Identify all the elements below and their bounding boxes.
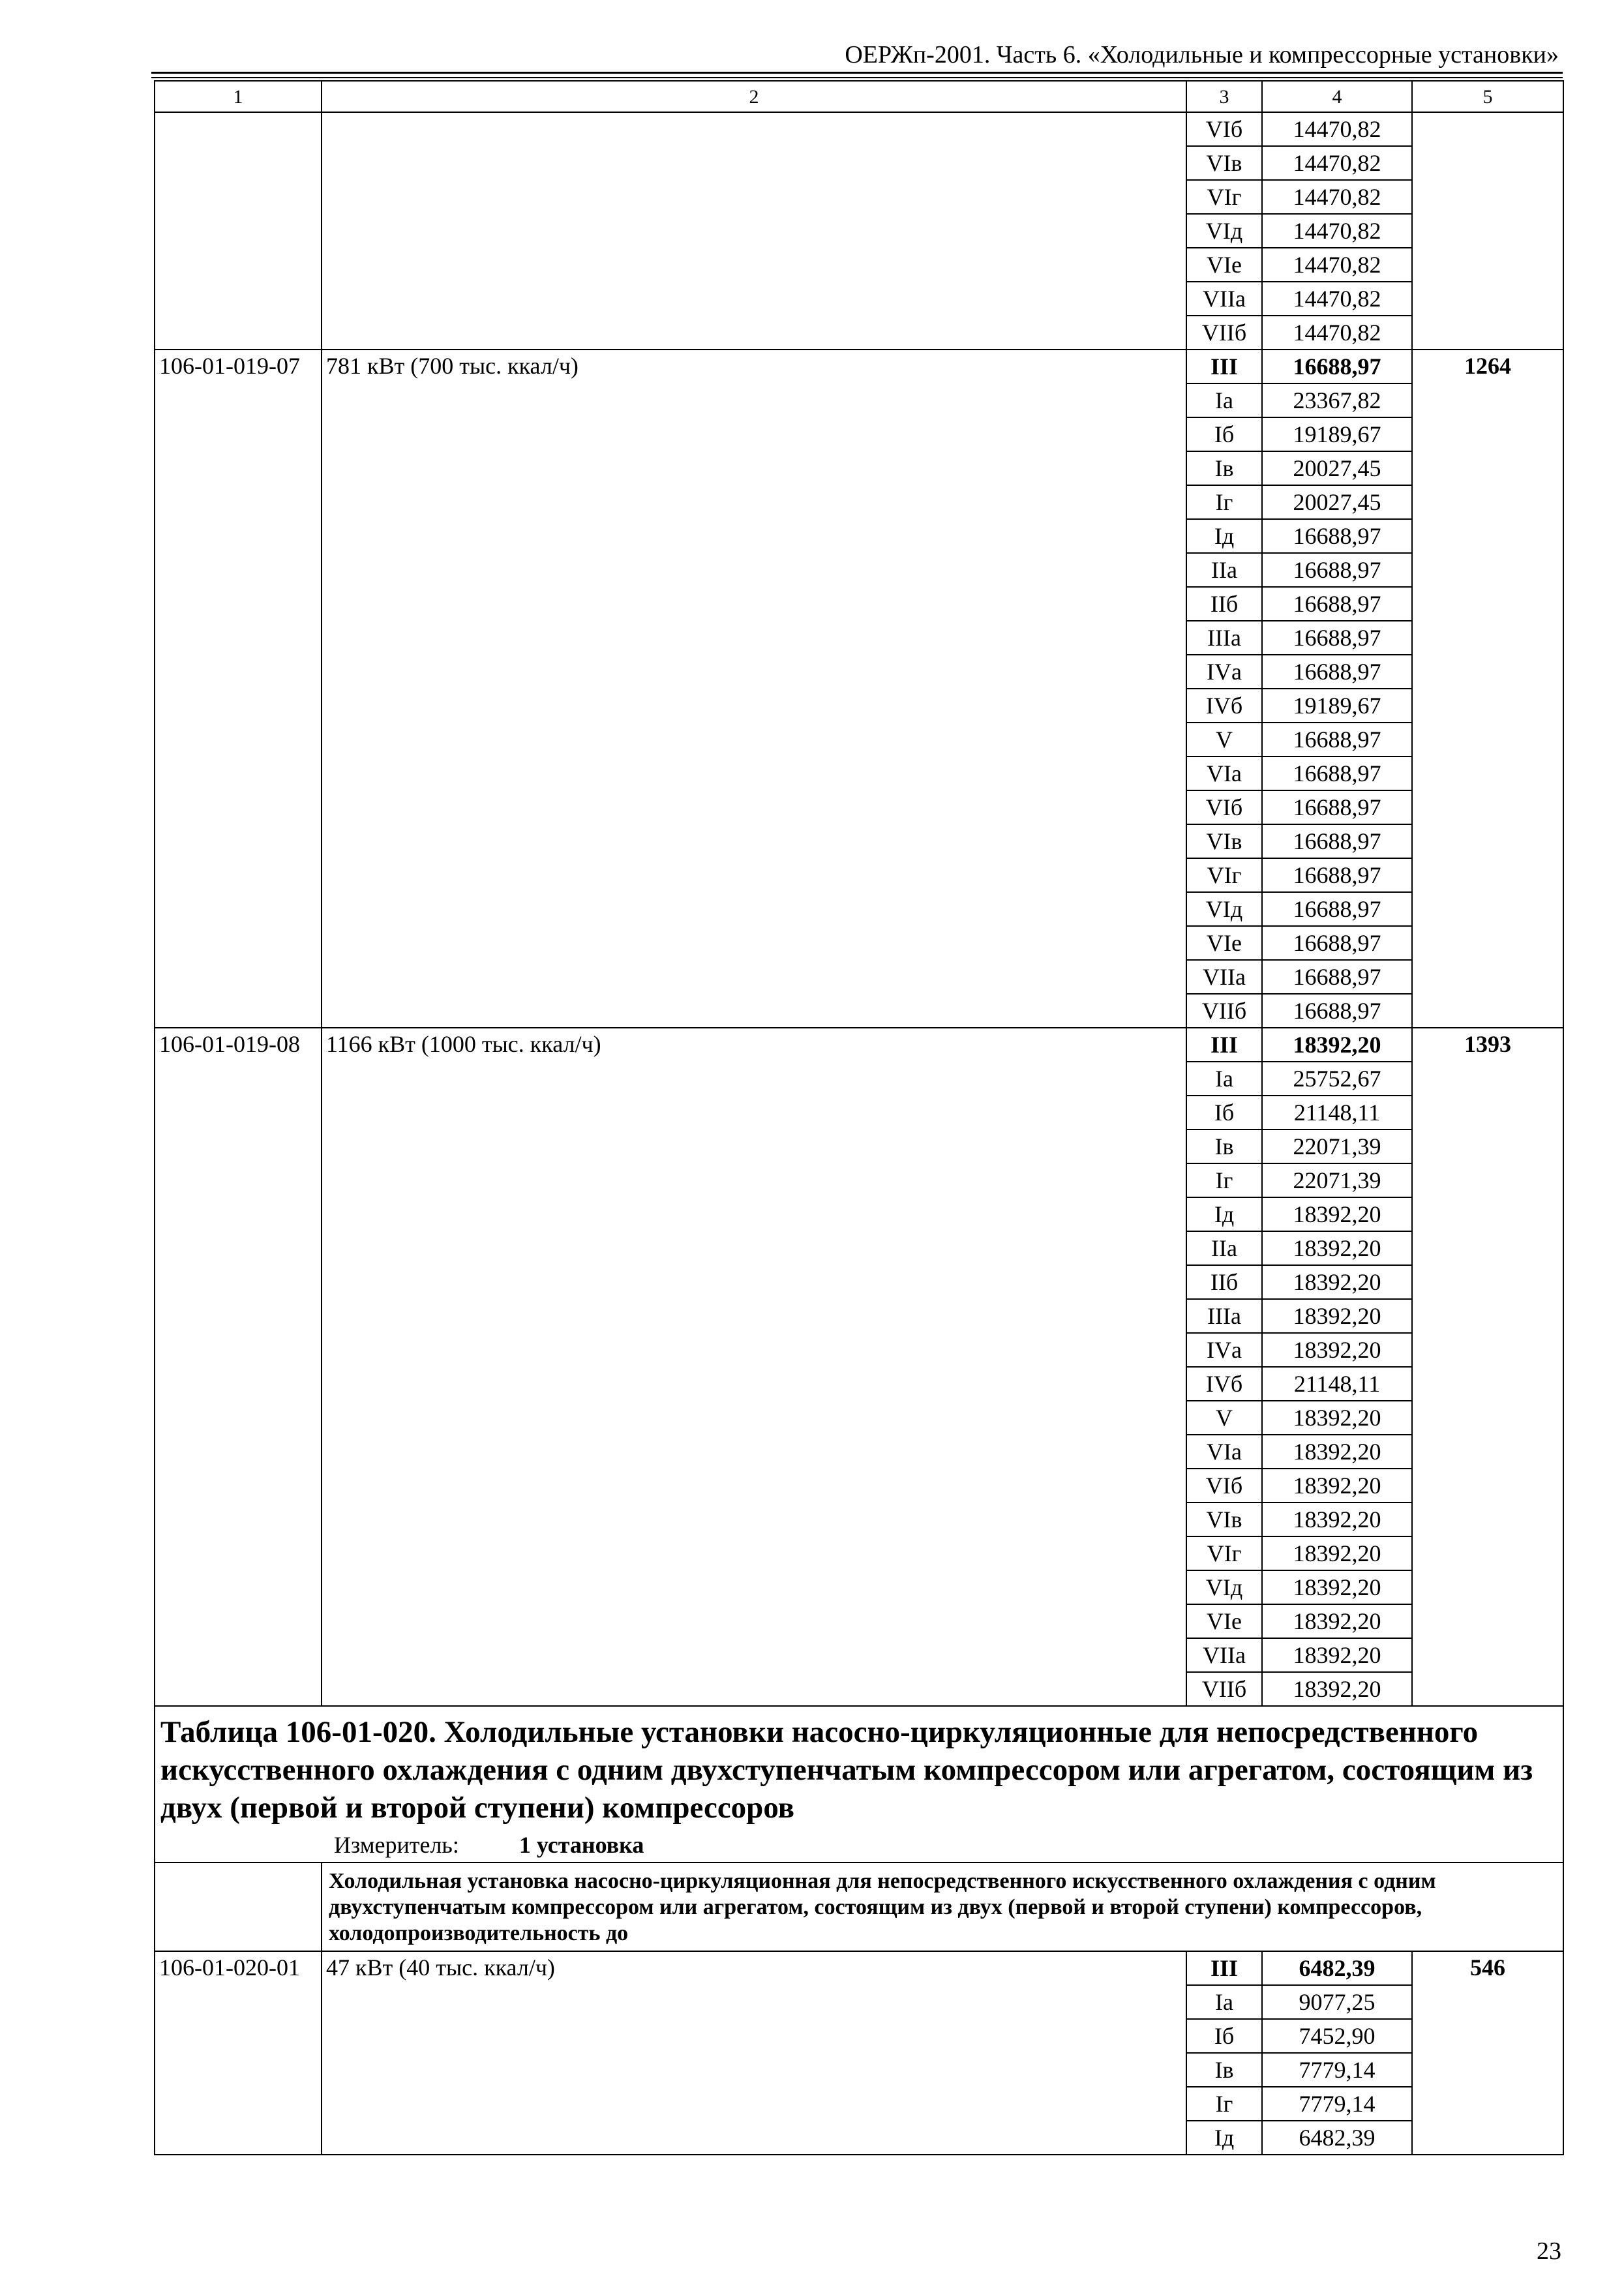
zone-cell: Iв <box>1186 1130 1262 1163</box>
price-cell: 16688,97 <box>1262 723 1412 756</box>
price-cell: 7452,90 <box>1262 2019 1412 2053</box>
zone-cell: VIе <box>1186 926 1262 960</box>
zone-cell: VIд <box>1186 214 1262 248</box>
norm-value: 1393 <box>1412 1028 1563 1706</box>
price-cell: 16688,97 <box>1262 587 1412 621</box>
item-description: 781 кВт (700 тыс. ккал/ч) <box>322 350 1186 1028</box>
price-cell: 6482,39 <box>1262 1951 1412 1985</box>
zone-cell: VIв <box>1186 1503 1262 1536</box>
zone-cell: Iг <box>1186 2087 1262 2121</box>
zone-cell: VIг <box>1186 180 1262 214</box>
price-cell: 16688,97 <box>1262 892 1412 926</box>
column-number: 5 <box>1412 81 1563 112</box>
zone-cell: Iа <box>1186 1985 1262 2019</box>
meter-value: 1 установка <box>519 1832 644 1858</box>
item-code-continued <box>155 112 322 350</box>
price-cell: 14470,82 <box>1262 180 1412 214</box>
price-cell: 16688,97 <box>1262 790 1412 824</box>
zone-cell: IVа <box>1186 655 1262 689</box>
price-cell: 16688,97 <box>1262 655 1412 689</box>
price-cell: 18392,20 <box>1262 1503 1412 1536</box>
zone-cell: IIIа <box>1186 1299 1262 1333</box>
price-cell: 16688,97 <box>1262 519 1412 553</box>
table-title-row <box>155 1706 1563 1863</box>
zone-cell: VIIа <box>1186 282 1262 316</box>
header-rule <box>151 72 1563 74</box>
zone-cell: Iд <box>1186 519 1262 553</box>
zone-cell: IIа <box>1186 553 1262 587</box>
price-cell: 14470,82 <box>1262 316 1412 350</box>
price-cell: 14470,82 <box>1262 112 1412 146</box>
norm-value: 1264 <box>1412 350 1563 1028</box>
zone-cell: VIд <box>1186 1570 1262 1604</box>
zone-cell: Iг <box>1186 1163 1262 1197</box>
price-cell: 14470,82 <box>1262 282 1412 316</box>
price-cell: 22071,39 <box>1262 1130 1412 1163</box>
zone-cell: VIг <box>1186 1536 1262 1570</box>
price-cell: 16688,97 <box>1262 824 1412 858</box>
zone-cell: Iд <box>1186 1197 1262 1231</box>
price-cell: 18392,20 <box>1262 1672 1412 1706</box>
price-cell: 21148,11 <box>1262 1096 1412 1130</box>
zone-cell: Iв <box>1186 2053 1262 2087</box>
price-cell: 7779,14 <box>1262 2053 1412 2087</box>
price-cell: 16688,97 <box>1262 553 1412 587</box>
zone-cell: Iб <box>1186 2019 1262 2053</box>
zone-cell: VIб <box>1186 790 1262 824</box>
item-description: 1166 кВт (1000 тыс. ккал/ч) <box>322 1028 1186 1706</box>
price-cell: 16688,97 <box>1262 926 1412 960</box>
page-number: 23 <box>1537 2237 1561 2265</box>
column-number: 4 <box>1262 81 1412 112</box>
item-description-continued <box>322 112 1186 350</box>
price-cell: 16688,97 <box>1262 756 1412 790</box>
price-cell: 18392,20 <box>1262 1265 1412 1299</box>
price-cell: 18392,20 <box>1262 1333 1412 1367</box>
price-cell: 18392,20 <box>1262 1231 1412 1265</box>
price-cell: 18392,20 <box>1262 1299 1412 1333</box>
price-cell: 16688,97 <box>1262 994 1412 1028</box>
meter-label: Измеритель: <box>334 1832 459 1858</box>
price-cell: 18392,20 <box>1262 1570 1412 1604</box>
zone-cell: VIд <box>1186 892 1262 926</box>
zone-cell: V <box>1186 1401 1262 1435</box>
header-rule-thin <box>151 77 1563 78</box>
price-cell: 14470,82 <box>1262 214 1412 248</box>
zone-cell: VIIб <box>1186 1672 1262 1706</box>
price-cell: 18392,20 <box>1262 1604 1412 1638</box>
table-title-cell <box>155 1706 1563 1863</box>
price-cell: 16688,97 <box>1262 350 1412 383</box>
zone-cell: Iб <box>1186 1096 1262 1130</box>
item-code: 106-01-019-07 <box>155 350 322 1028</box>
zone-cell: IVб <box>1186 689 1262 723</box>
section-row <box>155 1863 1563 1951</box>
price-cell: 7779,14 <box>1262 2087 1412 2121</box>
meter-line <box>334 1831 1557 1859</box>
price-cell: 21148,11 <box>1262 1367 1412 1401</box>
running-header: ОЕРЖп-2001. Часть 6. «Холодильные и компрессорные установки» <box>845 41 1559 68</box>
zone-cell: Iа <box>1186 1062 1262 1096</box>
price-cell: 23367,82 <box>1262 383 1412 417</box>
section-description: Холодильная установка насосно-циркуляционная для непосредственного искусственного охлаждения с одним двухступенчатым компрессором или агрегатом, состоящим из двух (первой и второй ступени) компрессоров, холодопроизводительность до <box>322 1863 1563 1951</box>
zone-cell: IIа <box>1186 1231 1262 1265</box>
zone-cell: III <box>1186 1028 1262 1062</box>
price-cell: 16688,97 <box>1262 858 1412 892</box>
price-cell: 14470,82 <box>1262 146 1412 180</box>
zone-cell: VIб <box>1186 1469 1262 1503</box>
item-row <box>155 350 1563 383</box>
price-cell: 6482,39 <box>1262 2121 1412 2155</box>
zone-cell: IVб <box>1186 1367 1262 1401</box>
price-cell: 18392,20 <box>1262 1401 1412 1435</box>
zone-cell: Iв <box>1186 451 1262 485</box>
zone-cell: IIб <box>1186 1265 1262 1299</box>
zone-row <box>155 112 1563 146</box>
zone-cell: VIе <box>1186 248 1262 282</box>
price-cell: 16688,97 <box>1262 960 1412 994</box>
zone-cell: IIб <box>1186 587 1262 621</box>
section-code-empty <box>155 1863 322 1951</box>
zone-cell: VIIб <box>1186 316 1262 350</box>
zone-cell: VIг <box>1186 858 1262 892</box>
price-cell: 18392,20 <box>1262 1638 1412 1672</box>
price-cell: 20027,45 <box>1262 451 1412 485</box>
price-cell: 18392,20 <box>1262 1536 1412 1570</box>
zone-cell: VIIа <box>1186 960 1262 994</box>
zone-cell: IVа <box>1186 1333 1262 1367</box>
table-title: Таблица 106-01-020. Холодильные установки насосно-циркуляционные для непосредственного искусственного охлаждения с одним двухступенчатым компрессором или агрегатом, состоящим из двух (первой и второй ступени) компрессоров <box>160 1715 1533 1825</box>
zone-cell: VIа <box>1186 1435 1262 1469</box>
rates-table-body <box>155 81 1563 2155</box>
zone-cell: VIIб <box>1186 994 1262 1028</box>
item-row <box>155 1028 1563 1062</box>
zone-cell: III <box>1186 1951 1262 1985</box>
zone-cell: III <box>1186 350 1262 383</box>
price-cell: 19189,67 <box>1262 417 1412 451</box>
rates-table <box>154 80 1564 2155</box>
zone-cell: VIIа <box>1186 1638 1262 1672</box>
price-cell: 18392,20 <box>1262 1028 1412 1062</box>
price-cell: 22071,39 <box>1262 1163 1412 1197</box>
price-cell: 9077,25 <box>1262 1985 1412 2019</box>
zone-cell: Iг <box>1186 485 1262 519</box>
zone-cell: VIе <box>1186 1604 1262 1638</box>
zone-cell: VIб <box>1186 112 1262 146</box>
item-row <box>155 1951 1563 1985</box>
zone-cell: VIв <box>1186 824 1262 858</box>
item-description: 47 кВт (40 тыс. ккал/ч) <box>322 1951 1186 2155</box>
zone-cell: Iб <box>1186 417 1262 451</box>
norm-value: 546 <box>1412 1951 1563 2155</box>
price-cell: 14470,82 <box>1262 248 1412 282</box>
column-number: 2 <box>322 81 1186 112</box>
column-number: 1 <box>155 81 322 112</box>
zone-cell: IIIа <box>1186 621 1262 655</box>
price-cell: 25752,67 <box>1262 1062 1412 1096</box>
price-cell: 18392,20 <box>1262 1197 1412 1231</box>
zone-cell: VIв <box>1186 146 1262 180</box>
zone-cell: VIа <box>1186 756 1262 790</box>
item-code: 106-01-020-01 <box>155 1951 322 2155</box>
norm-value-continued <box>1412 112 1563 350</box>
zone-cell: Iд <box>1186 2121 1262 2155</box>
price-cell: 20027,45 <box>1262 485 1412 519</box>
price-cell: 19189,67 <box>1262 689 1412 723</box>
price-cell: 18392,20 <box>1262 1435 1412 1469</box>
price-cell: 18392,20 <box>1262 1469 1412 1503</box>
zone-cell: Iа <box>1186 383 1262 417</box>
item-code: 106-01-019-08 <box>155 1028 322 1706</box>
column-number-row <box>155 81 1563 112</box>
price-cell: 16688,97 <box>1262 621 1412 655</box>
column-number: 3 <box>1186 81 1262 112</box>
zone-cell: V <box>1186 723 1262 756</box>
